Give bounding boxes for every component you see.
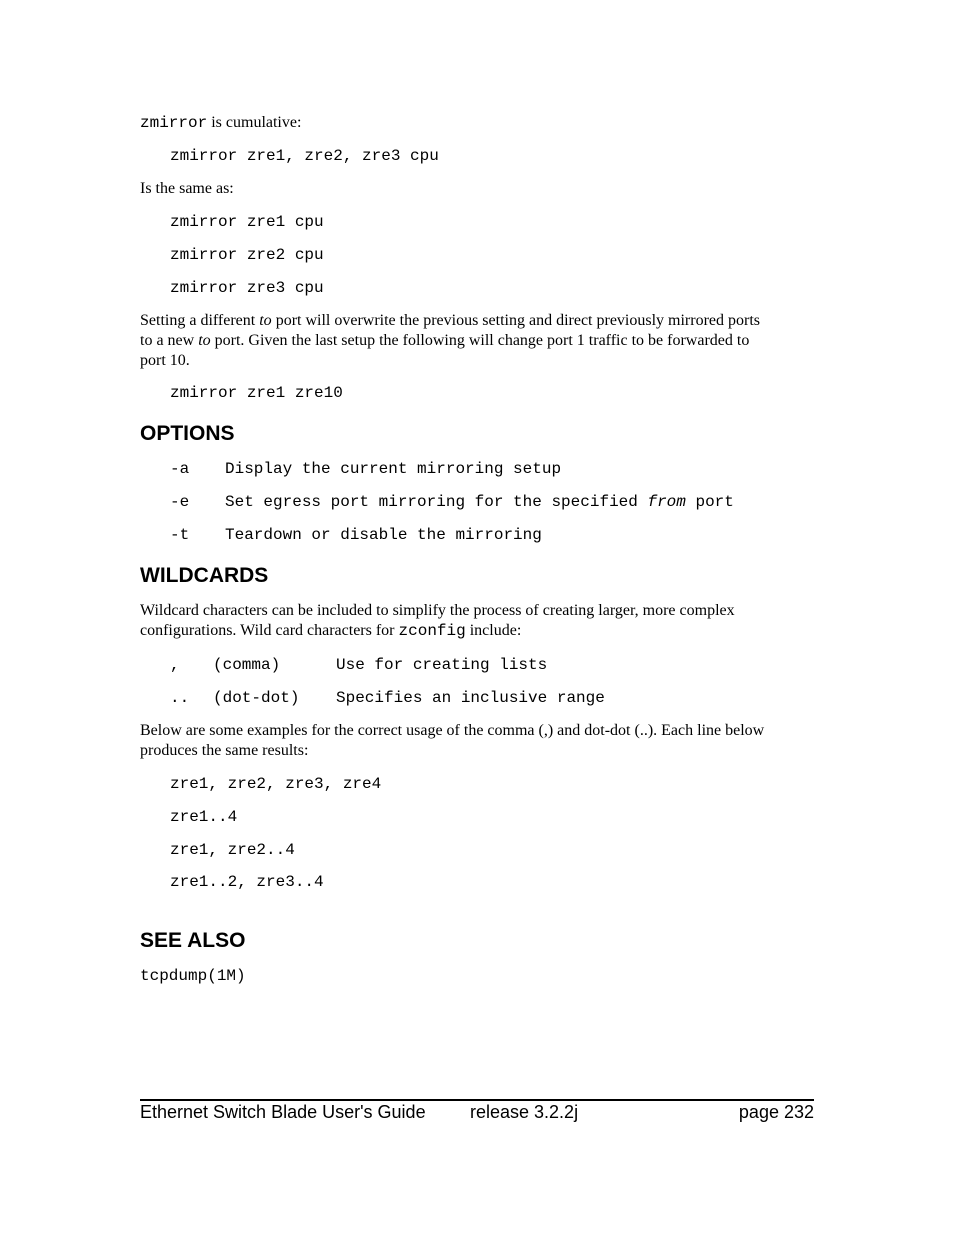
- option-desc: Teardown or disable the mirroring: [225, 526, 542, 544]
- paragraph-line: [140, 621, 820, 641]
- wildcard-symbol: ..: [170, 689, 190, 707]
- para-code: zconfig: [398, 622, 466, 640]
- overwrite-paragraph: [140, 311, 820, 371]
- wildcards-paragraph: [140, 601, 820, 641]
- wildcard-example: zre1, zre2, zre3, zre4: [170, 775, 382, 793]
- option-flag: -a: [170, 460, 190, 478]
- para-text: port. Given the last setup the following will change port 1 traffic to be forwarded to: [210, 332, 750, 349]
- wildcard-desc: Use for creating lists: [336, 656, 548, 674]
- footer-page-number: page 232: [738, 1102, 814, 1122]
- option-desc: [225, 492, 734, 512]
- paragraph-line: port 10.: [140, 352, 190, 369]
- option-desc-text: port: [685, 493, 734, 511]
- code-example-line: zmirror zre3 cpu: [170, 279, 324, 297]
- intro-line: [140, 113, 301, 133]
- option-desc-text: Set egress port mirroring for the specified: [225, 493, 648, 511]
- paragraph-line: [140, 311, 820, 331]
- option-desc-italic: from: [647, 493, 686, 511]
- same-as-text: Is the same as:: [140, 180, 234, 197]
- see-also-reference: tcpdump(1M): [140, 967, 246, 985]
- intro-text: is cumulative:: [207, 114, 302, 131]
- footer-release: release 3.2.2j: [470, 1102, 579, 1122]
- code-example-line: zmirror zre1 cpu: [170, 213, 324, 231]
- paragraph-line: Wildcard characters can be included to simplify the process of creating larger, more complex: [140, 602, 735, 619]
- paragraph-line: Below are some examples for the correct usage of the comma (,) and dot-dot (..). Each line below: [140, 722, 765, 739]
- intro-code: zmirror: [140, 114, 208, 132]
- footer-title: Ethernet Switch Blade User's Guide: [140, 1102, 426, 1122]
- code-example-line: zmirror zre2 cpu: [170, 246, 324, 264]
- para-italic: to: [198, 332, 211, 349]
- para-text: Setting a different: [140, 312, 260, 329]
- wildcard-example: zre1..4: [170, 808, 238, 826]
- wildcard-name: (dot-dot): [213, 689, 300, 707]
- para-italic: to: [259, 312, 272, 329]
- wildcards-heading: WILDCARDS: [140, 564, 269, 587]
- wildcard-symbol: ,: [170, 656, 180, 674]
- wildcard-name: (comma): [213, 656, 281, 674]
- option-desc: Display the current mirroring setup: [225, 460, 562, 478]
- options-heading: OPTIONS: [140, 422, 235, 445]
- option-flag: -e: [170, 493, 190, 511]
- para-text: include:: [465, 622, 522, 639]
- wildcard-example: zre1, zre2..4: [170, 841, 295, 859]
- para-text: to a new: [140, 332, 199, 349]
- wildcard-desc: Specifies an inclusive range: [336, 689, 605, 707]
- examples-paragraph: [140, 721, 820, 761]
- para-text: port will overwrite the previous setting and direct previously mirrored ports: [271, 312, 761, 329]
- paragraph-line: produces the same results:: [140, 742, 309, 759]
- wildcard-example: zre1..2, zre3..4: [170, 873, 324, 891]
- see-also-heading: SEE ALSO: [140, 929, 246, 952]
- code-example-forward: zmirror zre1 zre10: [170, 384, 343, 402]
- code-example-cumulative: zmirror zre1, zre2, zre3 cpu: [170, 147, 439, 165]
- para-text: configurations. Wild card characters for: [140, 622, 399, 639]
- paragraph-line: [140, 331, 820, 351]
- option-flag: -t: [170, 526, 190, 544]
